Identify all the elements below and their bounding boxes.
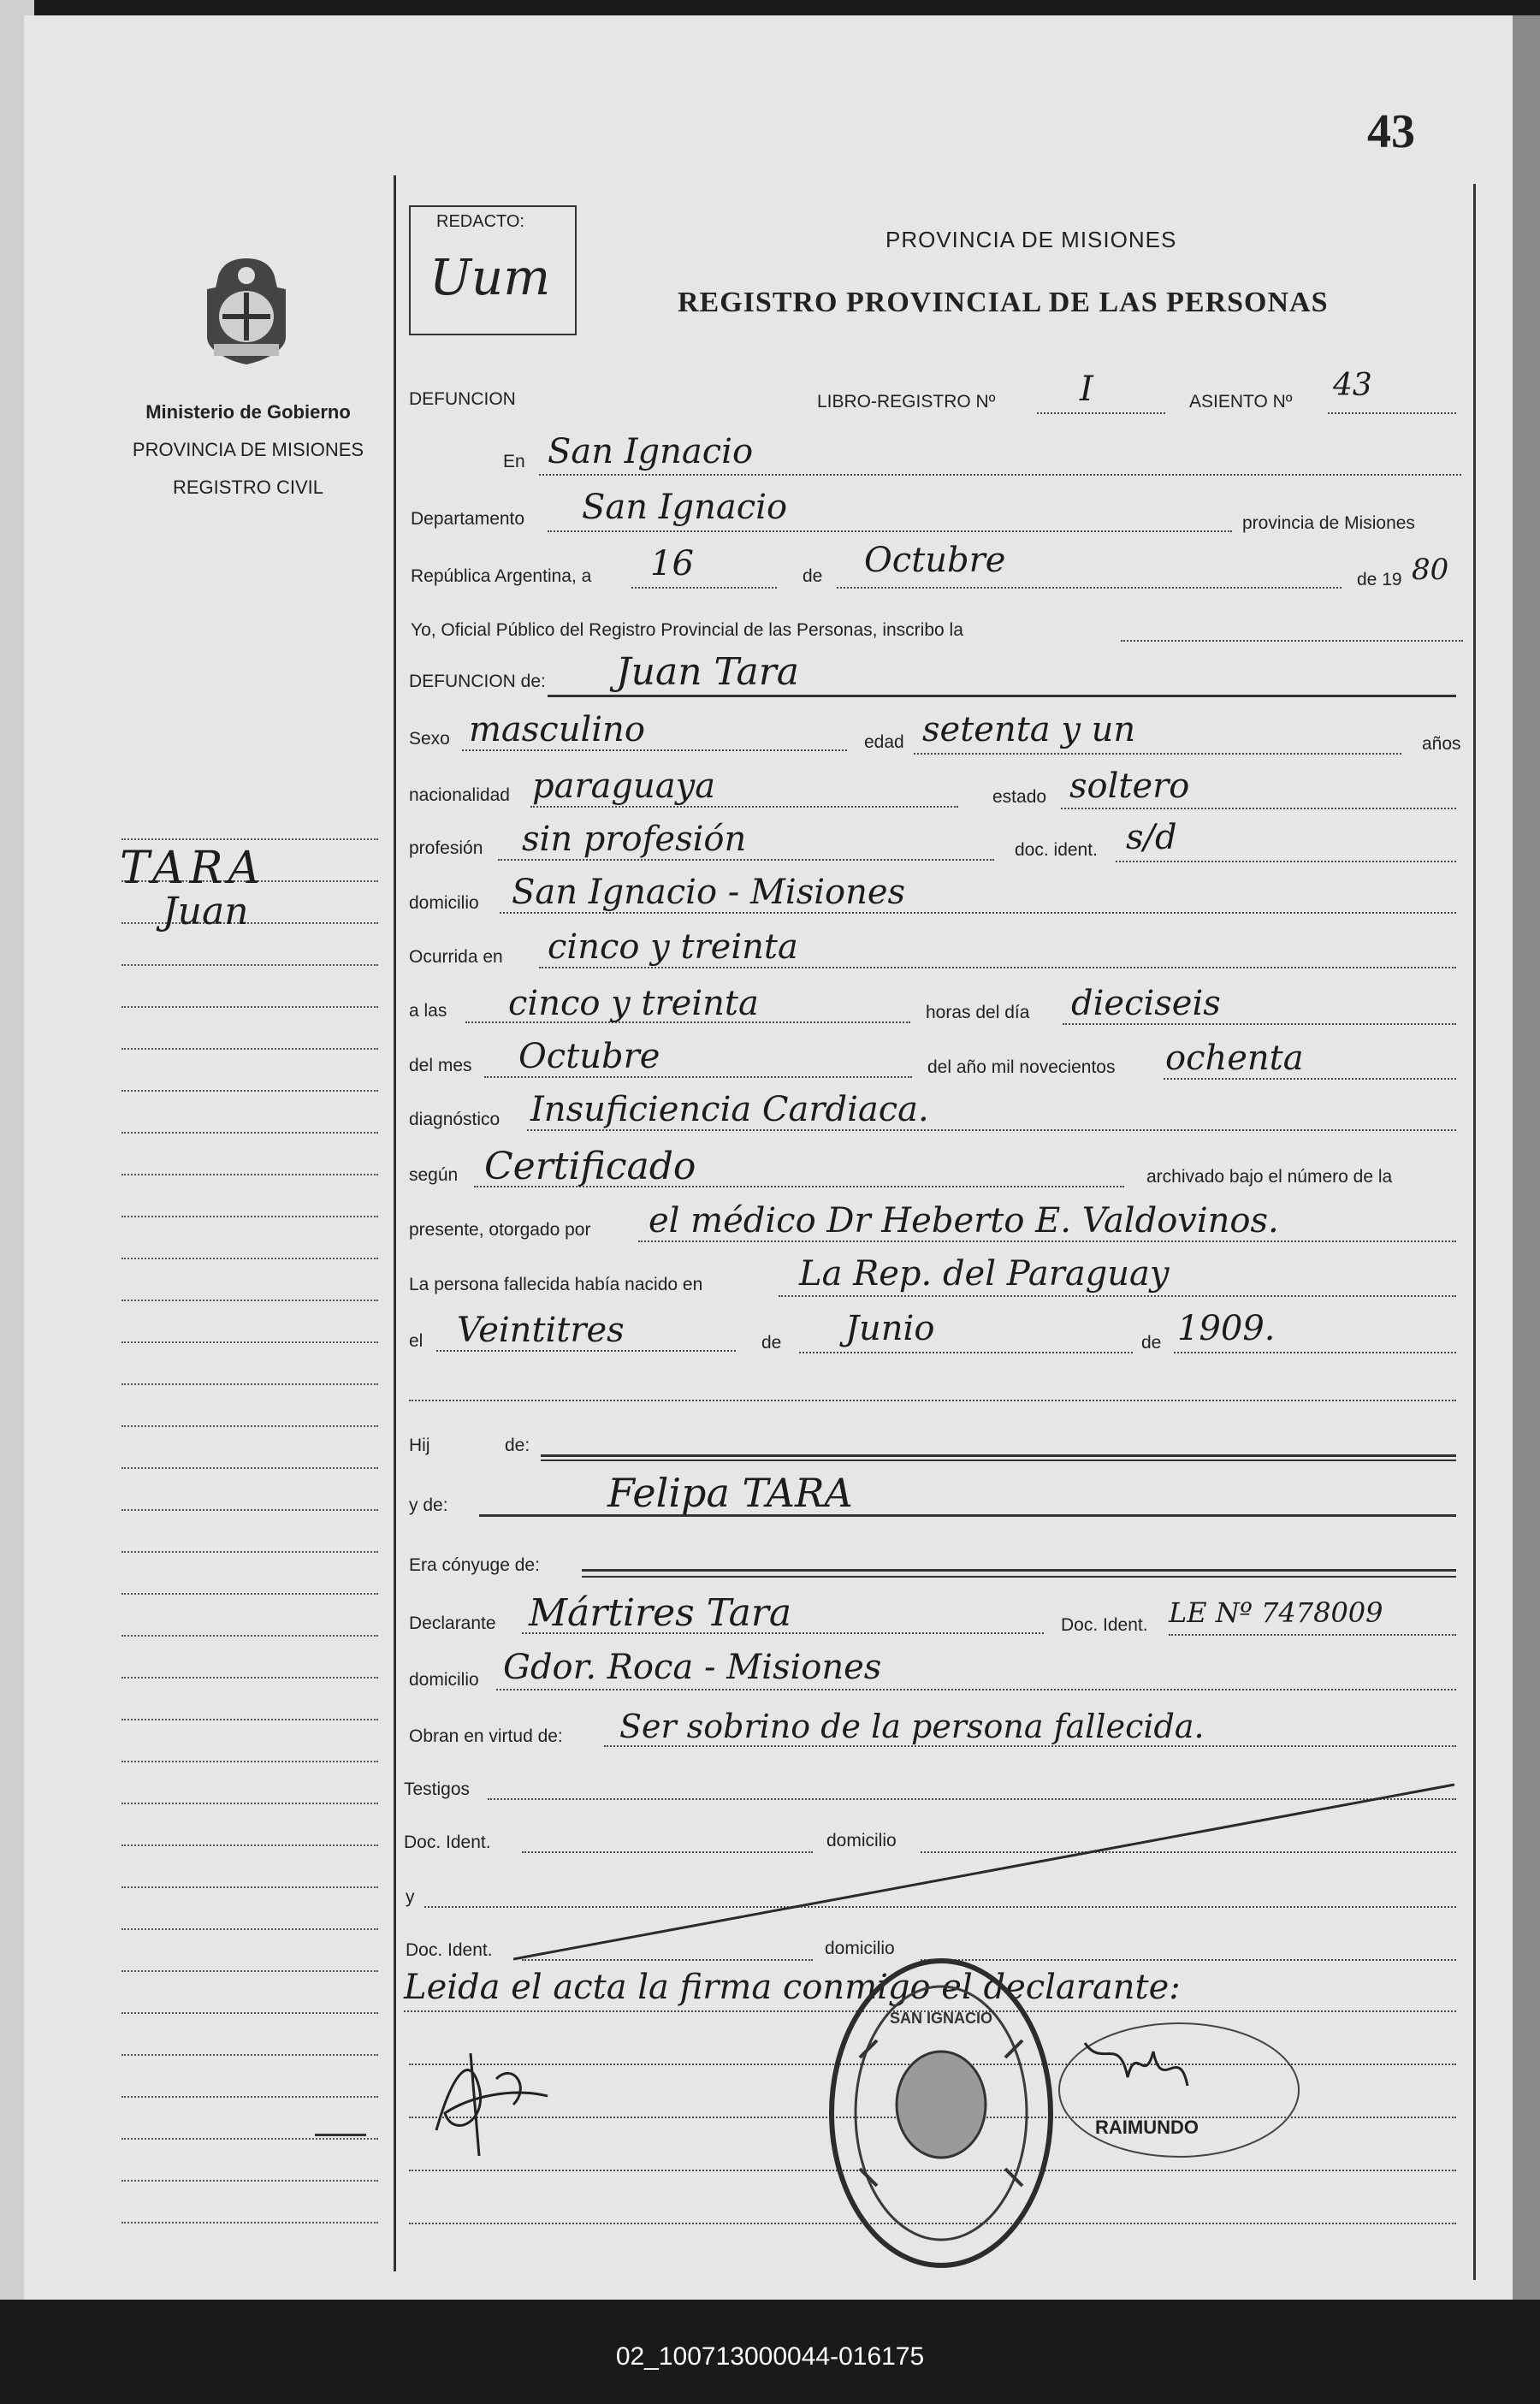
margin-ruled-line: [121, 1341, 378, 1343]
margin-ruled-line: [121, 1174, 378, 1175]
official-signature: [1051, 2017, 1307, 2163]
conyuge-line: [582, 1569, 1456, 1572]
en-line: [539, 474, 1461, 476]
margin-ruled-line: [121, 1928, 378, 1930]
margin-ruled-line: [121, 1509, 378, 1511]
registry-header: REGISTRO PROVINCIAL DE LAS PERSONAS: [678, 287, 1329, 318]
margin-rule: [394, 175, 396, 2271]
horas-value: dieciseis: [1071, 984, 1221, 1023]
edad-value: setenta y un: [922, 710, 1136, 749]
ministry-registry: REGISTRO CIVIL: [172, 477, 324, 498]
departamento-value: San Ignacio: [582, 488, 788, 527]
doc-ident-label: doc. ident.: [1015, 840, 1098, 860]
libro-value: I: [1080, 370, 1093, 409]
official-seal-icon: [826, 1955, 1057, 2271]
edad-line: [914, 753, 1401, 755]
hij-de-label: de:: [505, 1436, 530, 1455]
segun-label: según: [409, 1165, 459, 1185]
margin-ruled-line: [121, 964, 378, 966]
nacionalidad-value: paraguaya: [532, 767, 716, 806]
el-value: Veintitres: [457, 1311, 625, 1350]
conyuge-label: Era cónyuge de:: [409, 1555, 540, 1575]
departamento-line: [548, 530, 1232, 532]
del-mes-label: del mes: [409, 1056, 472, 1075]
testigos-label: Testigos: [404, 1779, 471, 1799]
estado-value: soltero: [1069, 767, 1190, 806]
a-las-value: cinco y treinta: [508, 984, 759, 1023]
mes-line: [837, 587, 1342, 589]
margin-ruled-line: [121, 1258, 378, 1259]
nacido-line: [779, 1295, 1456, 1297]
seal-text: SAN IGNACIO: [889, 2010, 993, 2027]
obran-value: Ser sobrino de la persona fallecida.: [619, 1708, 1205, 1745]
margin-dash: [315, 2134, 366, 2136]
declarant-signature: [419, 2036, 607, 2164]
y-label: y: [406, 1887, 415, 1907]
ocurrida-label: Ocurrida en: [409, 947, 503, 967]
coat-of-arms-icon: [195, 255, 298, 366]
de19-label: de 19: [1357, 570, 1402, 589]
margin-ruled-line: [121, 1467, 378, 1469]
de3-label: de: [1141, 1333, 1162, 1353]
margin-ruled-line: [121, 1090, 378, 1092]
nac-anio-line: [1174, 1352, 1456, 1353]
anios-label: años: [1422, 734, 1461, 754]
margin-ruled-line: [121, 1216, 378, 1217]
libro-label: LIBRO-REGISTRO Nº: [817, 392, 996, 412]
profesion-value: sin profesión: [522, 820, 747, 859]
estado-label: estado: [992, 787, 1047, 807]
margin-ruled-line: [121, 1048, 378, 1050]
hij-label: Hij: [409, 1436, 430, 1455]
del-mes-value: Octubre: [518, 1037, 660, 1076]
provincia-suffix: provincia de Misiones: [1242, 513, 1415, 533]
official-name: RAIMUNDO: [1095, 2117, 1199, 2138]
conyuge-line-2: [582, 1576, 1456, 1578]
presente-label: presente, otorgado por: [409, 1220, 591, 1240]
t2-doc-label: Doc. Ident.: [406, 1940, 493, 1960]
nacido-value: La Rep. del Paraguay: [799, 1254, 1170, 1294]
margin-ruled-line: [121, 1970, 378, 1972]
nac-mes-value: Junio: [845, 1309, 935, 1348]
el-line: [436, 1350, 736, 1352]
decl-dom-label: domicilio: [409, 1670, 479, 1690]
hij-line: [541, 1454, 1456, 1457]
declarante-label: Declarante: [409, 1614, 496, 1633]
defuncion-de-value: Juan Tara: [616, 650, 799, 694]
libro-line: [1037, 412, 1165, 414]
margin-ruled-line: [121, 1593, 378, 1595]
redacto-label: REDACTO:: [436, 212, 524, 231]
ministry-title: Ministerio de Gobierno: [145, 401, 351, 423]
sexo-value: masculino: [469, 710, 645, 749]
domicilio-value: San Ignacio - Misiones: [512, 873, 906, 912]
margin-ruled-line: [121, 1844, 378, 1846]
margin-ruled-line: [121, 1300, 378, 1301]
profesion-label: profesión: [409, 838, 483, 858]
declarante-value: Mártires Tara: [529, 1591, 792, 1635]
anio-mil-value: ochenta: [1165, 1039, 1304, 1078]
defuncion-de-label: DEFUNCION de:: [409, 672, 546, 691]
presente-value: el médico Dr Heberto E. Valdovinos.: [649, 1201, 1279, 1240]
margin-ruled-line: [121, 2096, 378, 2098]
oficial-line: [1121, 640, 1463, 642]
decl-doc-line: [1169, 1634, 1456, 1636]
province-header: PROVINCIA DE MISIONES: [886, 227, 1177, 252]
obran-line: [604, 1745, 1456, 1747]
horas-line: [1063, 1023, 1456, 1025]
asiento-value: 43: [1333, 368, 1372, 403]
closing-statement: Leida el acta la firma conmigo el declarante:: [404, 1968, 1181, 2007]
en-value: San Ignacio: [548, 432, 754, 471]
blank-line-1: [409, 1400, 1456, 1401]
margin-ruled-line: [121, 1551, 378, 1553]
redacto-signature: Uum: [429, 248, 551, 306]
margin-ruled-line: [121, 2138, 378, 2140]
de-label: de: [803, 566, 823, 586]
asiento-label: ASIENTO Nº: [1189, 392, 1293, 412]
margin-ruled-line: [121, 2180, 378, 2182]
ocurrida-value: cinco y treinta: [548, 927, 798, 967]
right-rule: [1473, 184, 1476, 2280]
margin-surname: TARA: [120, 843, 266, 894]
domicilio-line: [500, 912, 1456, 914]
horas-label: horas del día: [926, 1003, 1030, 1022]
archivado-label: archivado bajo el número de la: [1146, 1167, 1393, 1187]
hij-line-2: [541, 1460, 1456, 1461]
mes-value: Octubre: [864, 541, 1006, 580]
margin-ruled-line: [121, 1635, 378, 1637]
cancellation-stroke: [513, 1779, 1463, 1968]
decl-dom-line: [496, 1689, 1456, 1690]
ministry-block: [111, 394, 385, 506]
el-label: el: [409, 1331, 424, 1351]
oficial-text: Yo, Oficial Público del Registro Provincial de las Personas, inscribo la: [411, 620, 963, 640]
t2-dom-label: domicilio: [825, 1939, 895, 1958]
anio-value: 80: [1412, 553, 1449, 587]
margin-ruled-line: [121, 1383, 378, 1385]
margin-ruled-line: [121, 2054, 378, 2056]
ministry-province: PROVINCIA DE MISIONES: [132, 439, 364, 460]
margin-ruled-line: [121, 2222, 378, 2223]
margin-ruled-line: [121, 1803, 378, 1804]
edad-label: edad: [864, 732, 904, 752]
anio-mil-line: [1164, 1078, 1456, 1080]
margin-ruled-line: [121, 1132, 378, 1134]
presente-line: [638, 1240, 1456, 1242]
page-edge: [1513, 15, 1540, 2300]
image-filename: 02_100713000044-016175: [615, 2342, 925, 2371]
republica-label: República Argentina, a: [411, 566, 592, 586]
a-las-label: a las: [409, 1001, 447, 1021]
sexo-line: [462, 749, 847, 751]
t-dom-label: domicilio: [826, 1831, 897, 1850]
redacto-box: [409, 205, 577, 335]
en-label: En: [503, 452, 525, 471]
asiento-line: [1328, 412, 1456, 414]
de2-label: de: [761, 1333, 782, 1353]
defuncion-de-line: [548, 695, 1456, 697]
margin-ruled-line: [121, 838, 378, 840]
margin-ruled-line: [121, 922, 378, 924]
page-number: 43: [1367, 105, 1415, 158]
t-doc-label: Doc. Ident.: [404, 1833, 491, 1852]
doc-ident-line: [1116, 861, 1456, 862]
dia-line: [631, 587, 777, 589]
form-type-label: DEFUNCION: [409, 389, 516, 409]
sexo-label: Sexo: [409, 729, 450, 749]
margin-ruled-line: [121, 1425, 378, 1427]
diagnostico-label: diagnóstico: [409, 1110, 500, 1129]
estado-line: [1061, 808, 1456, 809]
departamento-label: Departamento: [411, 509, 525, 529]
nac-mes-line: [799, 1352, 1133, 1353]
segun-value: Certificado: [484, 1145, 696, 1188]
nacido-label: La persona fallecida había nacido en: [409, 1275, 703, 1294]
nacionalidad-line: [530, 806, 958, 808]
nac-anio-value: 1909.: [1177, 1309, 1276, 1348]
decl-doc-value: LE Nº 7478009: [1169, 1596, 1383, 1629]
y-de-label: y de:: [409, 1495, 448, 1515]
margin-ruled-line: [121, 1719, 378, 1720]
decl-dom-value: Gdor. Roca - Misiones: [503, 1648, 882, 1687]
del-mes-line: [484, 1076, 912, 1078]
margin-given-name: Juan: [163, 890, 249, 933]
diagnostico-value: Insuficiencia Cardiaca.: [530, 1090, 929, 1129]
y-de-value: Felipa TARA: [607, 1470, 853, 1516]
anio-mil-label: del año mil novecientos: [927, 1057, 1116, 1077]
nacionalidad-label: nacionalidad: [409, 785, 510, 805]
decl-doc-label: Doc. Ident.: [1061, 1615, 1148, 1635]
obran-label: Obran en virtud de:: [409, 1726, 563, 1746]
dia-value: 16: [650, 544, 694, 583]
margin-ruled-line: [121, 2012, 378, 2014]
margin-ruled-line: [121, 1006, 378, 1008]
domicilio-label: domicilio: [409, 893, 479, 913]
doc-ident-value: s/d: [1126, 818, 1177, 857]
margin-ruled-line: [121, 1886, 378, 1888]
diagnostico-line: [527, 1129, 1456, 1131]
ocurrida-line: [539, 967, 1456, 968]
profesion-line: [498, 859, 994, 861]
margin-ruled-line: [121, 1677, 378, 1679]
margin-ruled-line: [121, 1761, 378, 1762]
